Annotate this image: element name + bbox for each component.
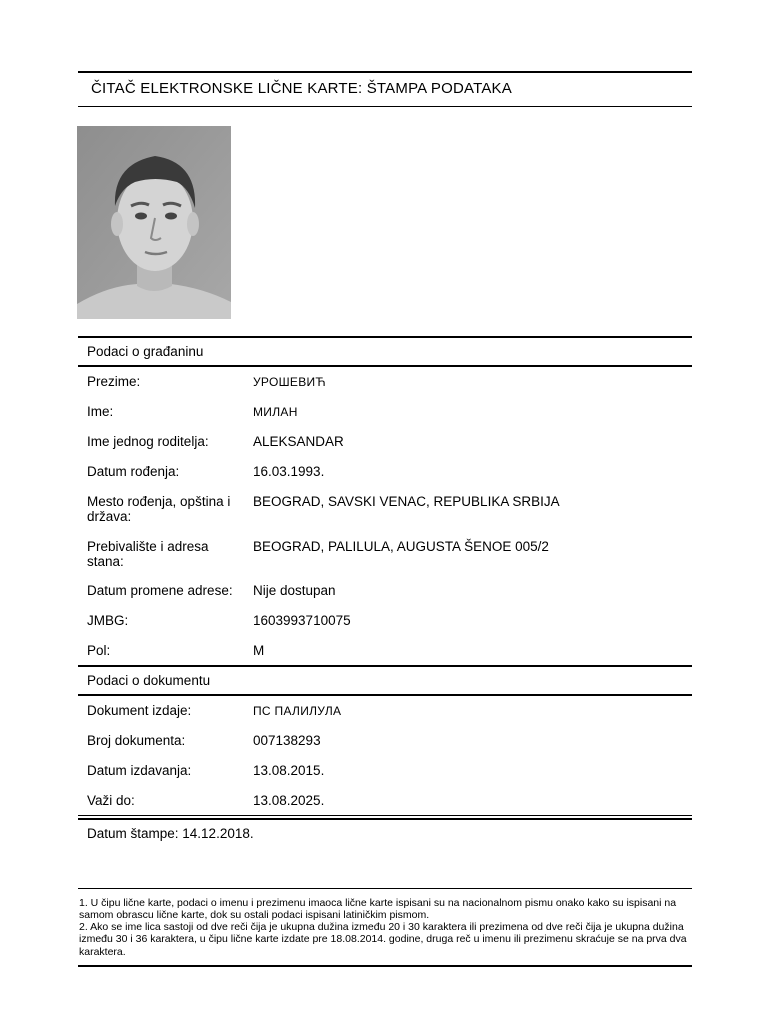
birth-place-value: BEOGRAD, SAVSKI VENAC, REPUBLIKA SRBIJA [253,494,560,509]
birth-date-label: Datum rođenja: [87,464,180,479]
citizen-section-top-rule [78,336,692,338]
residence-label: Prebivalište i adresa stana: [87,539,209,569]
footnote-2: 2. Ako se ime lica sastoji od dve reči čija je ukupna dužina između 20 i 30 karaktera ili prezimena od dve reči čija je ukupna dužina između 30 i 36 karaktera, u čipu lične karte izdate pre 18.08.2014. godine, druga reč u imenu ili prezimenu skraćuje se na prva dva karaktera. [79,921,687,958]
surname-value: УРОШЕВИЋ [253,375,326,389]
expiry-date-value: 13.08.2025. [253,793,325,808]
residence-value: BEOGRAD, PALILULA, AUGUSTA ŠENOE 005/2 [253,539,549,554]
issuer-label: Dokument izdaje: [87,703,192,718]
issuer-value: ПС ПАЛИЛУЛА [253,704,342,718]
birth-place-label: Mesto rođenja, opština i država: [87,494,231,524]
title-bottom-rule [78,106,692,107]
address-change-date-label: Datum promene adrese: [87,583,233,598]
parent-name-label: Ime jednog roditelja: [87,434,209,449]
document-end-rule-2 [78,818,692,820]
print-date: Datum štampe: 14.12.2018. [87,826,254,841]
document-section-title: Podaci o dokumentu [87,673,211,688]
page-title: ČITAČ ELEKTRONSKE LIČNE KARTE: ŠTAMPA PODATAKA [91,80,512,97]
document-end-rule-1 [78,815,692,816]
title-top-rule [78,71,692,73]
document-number-label: Broj dokumenta: [87,733,186,748]
footnotes-top-rule [78,888,692,889]
issue-date-label: Datum izdavanja: [87,763,192,778]
footnote-1: 1. U čipu lične karte, podaci o imenu i prezimenu imaoca lične karte ispisani su na nacionalnom pismu onako kako su ispisani na samom obrascu lične karte, dok su ostali podaci ispisani latiničkim pismom. [79,897,677,922]
sex-label: Pol: [87,643,111,658]
name-label: Ime: [87,404,114,419]
surname-label: Prezime: [87,374,141,389]
birth-date-value: 16.03.1993. [253,464,325,479]
citizen-section-title: Podaci o građaninu [87,344,204,359]
sex-value: M [253,643,265,658]
portrait-photo [77,126,231,319]
document-section-top-rule [78,665,692,667]
document-number-value: 007138293 [253,733,321,748]
address-change-date-value: Nije dostupan [253,583,336,598]
footnotes-bottom-rule [78,965,692,967]
document-section-bottom-rule [78,694,692,696]
citizen-section-bottom-rule [78,365,692,367]
name-value: МИЛАН [253,405,298,419]
parent-name-value: ALEKSANDAR [253,434,344,449]
jmbg-value: 1603993710075 [253,613,351,628]
expiry-date-label: Važi do: [87,793,135,808]
issue-date-value: 13.08.2015. [253,763,325,778]
jmbg-label: JMBG: [87,613,129,628]
